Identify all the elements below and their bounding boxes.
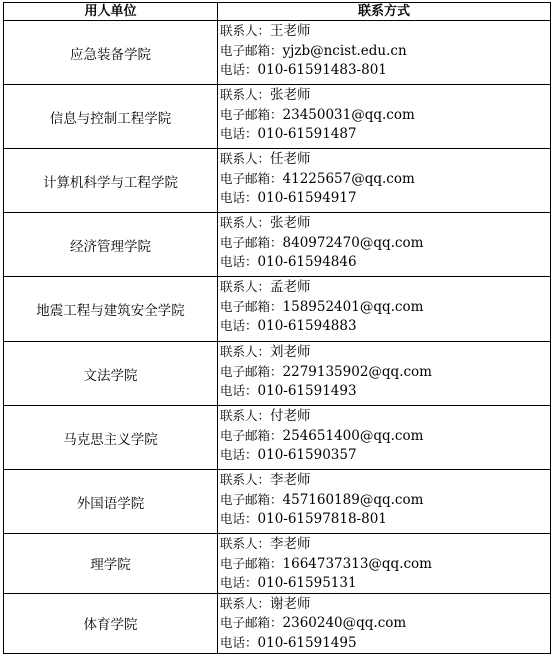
contact-phone-label: 电话： bbox=[220, 318, 258, 333]
contact-cell bbox=[218, 593, 551, 653]
unit-name: 文法学院 bbox=[4, 342, 218, 406]
header-unit: 用人单位 bbox=[4, 3, 218, 21]
contact-phone: 010-61591483-801 bbox=[257, 62, 387, 78]
contact-email-label: 电子邮箱： bbox=[220, 298, 283, 314]
contact-phone: 010-61594917 bbox=[257, 190, 357, 206]
contact-phone-line bbox=[220, 573, 550, 593]
contact-email-line bbox=[220, 105, 550, 125]
contact-person: 付老师 bbox=[270, 408, 311, 424]
contact-person-label: 联系人： bbox=[220, 151, 271, 166]
contact-person-label: 联系人： bbox=[220, 215, 271, 230]
contact-phone: 010-61594883 bbox=[257, 318, 357, 334]
contact-phone: 010-61595131 bbox=[257, 575, 357, 591]
contact-email[interactable]: 254651400@qq.com bbox=[282, 427, 424, 444]
unit-name: 地震工程与建筑安全学院 bbox=[4, 277, 218, 342]
contact-person-line bbox=[220, 406, 550, 426]
unit-name: 计算机科学与工程学院 bbox=[4, 149, 218, 213]
table-row bbox=[4, 213, 551, 277]
contact-phone-line bbox=[220, 316, 550, 336]
contact-email[interactable]: 23450031@qq.com bbox=[282, 106, 415, 123]
contact-person-label: 联系人： bbox=[220, 472, 271, 487]
table-header-row bbox=[4, 3, 551, 21]
contact-phone: 010-61590357 bbox=[257, 447, 357, 463]
contact-person-line bbox=[220, 594, 550, 614]
contact-person: 刘老师 bbox=[270, 344, 311, 360]
contact-person-label: 联系人： bbox=[220, 408, 271, 423]
contact-email[interactable]: 158952401@qq.com bbox=[282, 298, 424, 315]
contact-person-label: 联系人： bbox=[220, 344, 271, 359]
contact-cell bbox=[218, 470, 551, 534]
contact-phone-label: 电话： bbox=[220, 575, 258, 590]
contact-phone-line bbox=[220, 124, 550, 144]
contact-cell bbox=[218, 213, 551, 277]
table-row bbox=[4, 406, 551, 470]
contact-email[interactable]: 457160189@qq.com bbox=[282, 491, 424, 508]
table-row bbox=[4, 593, 551, 653]
contact-person-label: 联系人： bbox=[220, 87, 271, 102]
contact-cell bbox=[218, 342, 551, 406]
contact-email-label: 电子邮箱： bbox=[220, 615, 283, 630]
contact-person-line bbox=[220, 149, 550, 169]
contact-cell bbox=[218, 534, 551, 594]
contact-phone-label: 电话： bbox=[220, 254, 258, 269]
contact-email-label: 电子邮箱： bbox=[220, 427, 283, 443]
header-contact: 联系方式 bbox=[218, 3, 551, 21]
unit-name: 理学院 bbox=[4, 534, 218, 594]
contact-phone: 010-61591493 bbox=[257, 383, 357, 399]
contact-phone-label: 电话： bbox=[220, 126, 258, 141]
contact-email-line bbox=[220, 169, 550, 189]
unit-name: 马克思主义学院 bbox=[4, 406, 218, 470]
contact-person-label: 联系人： bbox=[220, 279, 271, 294]
contact-email-label: 电子邮箱： bbox=[220, 234, 283, 250]
table-row bbox=[4, 534, 551, 594]
contact-person: 任老师 bbox=[270, 151, 311, 167]
unit-name: 体育学院 bbox=[4, 593, 218, 653]
contact-email-label: 电子邮箱： bbox=[220, 491, 283, 507]
contact-email[interactable]: 1664737313@qq.com bbox=[282, 555, 432, 572]
contact-email-line bbox=[220, 426, 550, 446]
contact-person: 李老师 bbox=[270, 472, 311, 488]
contact-email-line bbox=[220, 233, 550, 253]
unit-name: 信息与控制工程学院 bbox=[4, 85, 218, 149]
contact-email-label: 电子邮箱： bbox=[220, 42, 283, 58]
contact-email-line bbox=[220, 554, 550, 574]
contact-email-label: 电子邮箱： bbox=[220, 106, 283, 122]
contact-email[interactable]: 2360240@qq.com bbox=[282, 615, 407, 631]
contact-phone-line bbox=[220, 445, 550, 465]
contact-phone-label: 电话： bbox=[220, 62, 258, 77]
contact-email[interactable]: yjzb@ncist.edu.cn bbox=[282, 42, 407, 59]
contact-cell bbox=[218, 85, 551, 149]
contact-email-line bbox=[220, 41, 550, 61]
contact-email-line bbox=[220, 362, 550, 382]
contact-cell bbox=[218, 21, 551, 85]
contact-phone-label: 电话： bbox=[220, 447, 258, 462]
contact-person-line bbox=[220, 534, 550, 554]
contact-phone: 010-61597818-801 bbox=[257, 511, 387, 527]
contact-person-line bbox=[220, 277, 550, 297]
contact-person: 李老师 bbox=[270, 536, 311, 552]
contact-email-label: 电子邮箱： bbox=[220, 555, 283, 571]
contact-email[interactable]: 2279135902@qq.com bbox=[282, 363, 432, 380]
contact-email-line bbox=[220, 613, 550, 633]
contact-table bbox=[3, 2, 551, 654]
contact-phone-line bbox=[220, 60, 550, 80]
unit-name: 经济管理学院 bbox=[4, 213, 218, 277]
contact-person-line bbox=[220, 85, 550, 105]
contact-cell bbox=[218, 406, 551, 470]
contact-cell bbox=[218, 277, 551, 342]
contact-phone-line bbox=[220, 188, 550, 208]
contact-person-label: 联系人： bbox=[220, 595, 271, 611]
table-row bbox=[4, 21, 551, 85]
contact-person: 王老师 bbox=[270, 23, 311, 39]
contact-person-line bbox=[220, 342, 550, 362]
contact-person-label: 联系人： bbox=[220, 536, 271, 551]
contact-email[interactable]: 840972470@qq.com bbox=[282, 234, 424, 251]
contact-email[interactable]: 41225657@qq.com bbox=[282, 170, 415, 187]
contact-phone-label: 电话： bbox=[220, 511, 258, 526]
contact-phone-label: 电话： bbox=[220, 383, 258, 398]
contact-phone-line bbox=[220, 381, 550, 401]
table-row bbox=[4, 277, 551, 342]
contact-person: 谢老师 bbox=[270, 595, 311, 612]
contact-person-label: 联系人： bbox=[220, 23, 271, 38]
contact-email-label: 电子邮箱： bbox=[220, 170, 283, 186]
contact-phone-line bbox=[220, 252, 550, 272]
table-row bbox=[4, 149, 551, 213]
contact-email-label: 电子邮箱： bbox=[220, 363, 283, 379]
contact-person-line bbox=[220, 21, 550, 41]
contact-person: 张老师 bbox=[270, 87, 311, 103]
table-row bbox=[4, 342, 551, 406]
contact-phone: 010-61591487 bbox=[257, 126, 357, 142]
contact-email-line bbox=[220, 297, 550, 317]
contact-person-line bbox=[220, 213, 550, 233]
table-row bbox=[4, 85, 551, 149]
contact-phone-label: 电话： bbox=[220, 190, 258, 205]
contact-phone: 010-61594846 bbox=[257, 254, 357, 270]
contact-email-line bbox=[220, 490, 550, 510]
contact-person: 张老师 bbox=[270, 215, 311, 231]
contact-cell bbox=[218, 149, 551, 213]
unit-name: 外国语学院 bbox=[4, 470, 218, 534]
unit-name: 应急装备学院 bbox=[4, 21, 218, 85]
contact-phone-line bbox=[220, 509, 550, 529]
contact-phone-line bbox=[220, 633, 550, 653]
table-row bbox=[4, 470, 551, 534]
contact-person: 孟老师 bbox=[270, 279, 311, 295]
contact-person-line bbox=[220, 470, 550, 490]
contact-phone-label: 电话： bbox=[220, 634, 258, 650]
contact-phone: 010-61591495 bbox=[257, 634, 357, 651]
